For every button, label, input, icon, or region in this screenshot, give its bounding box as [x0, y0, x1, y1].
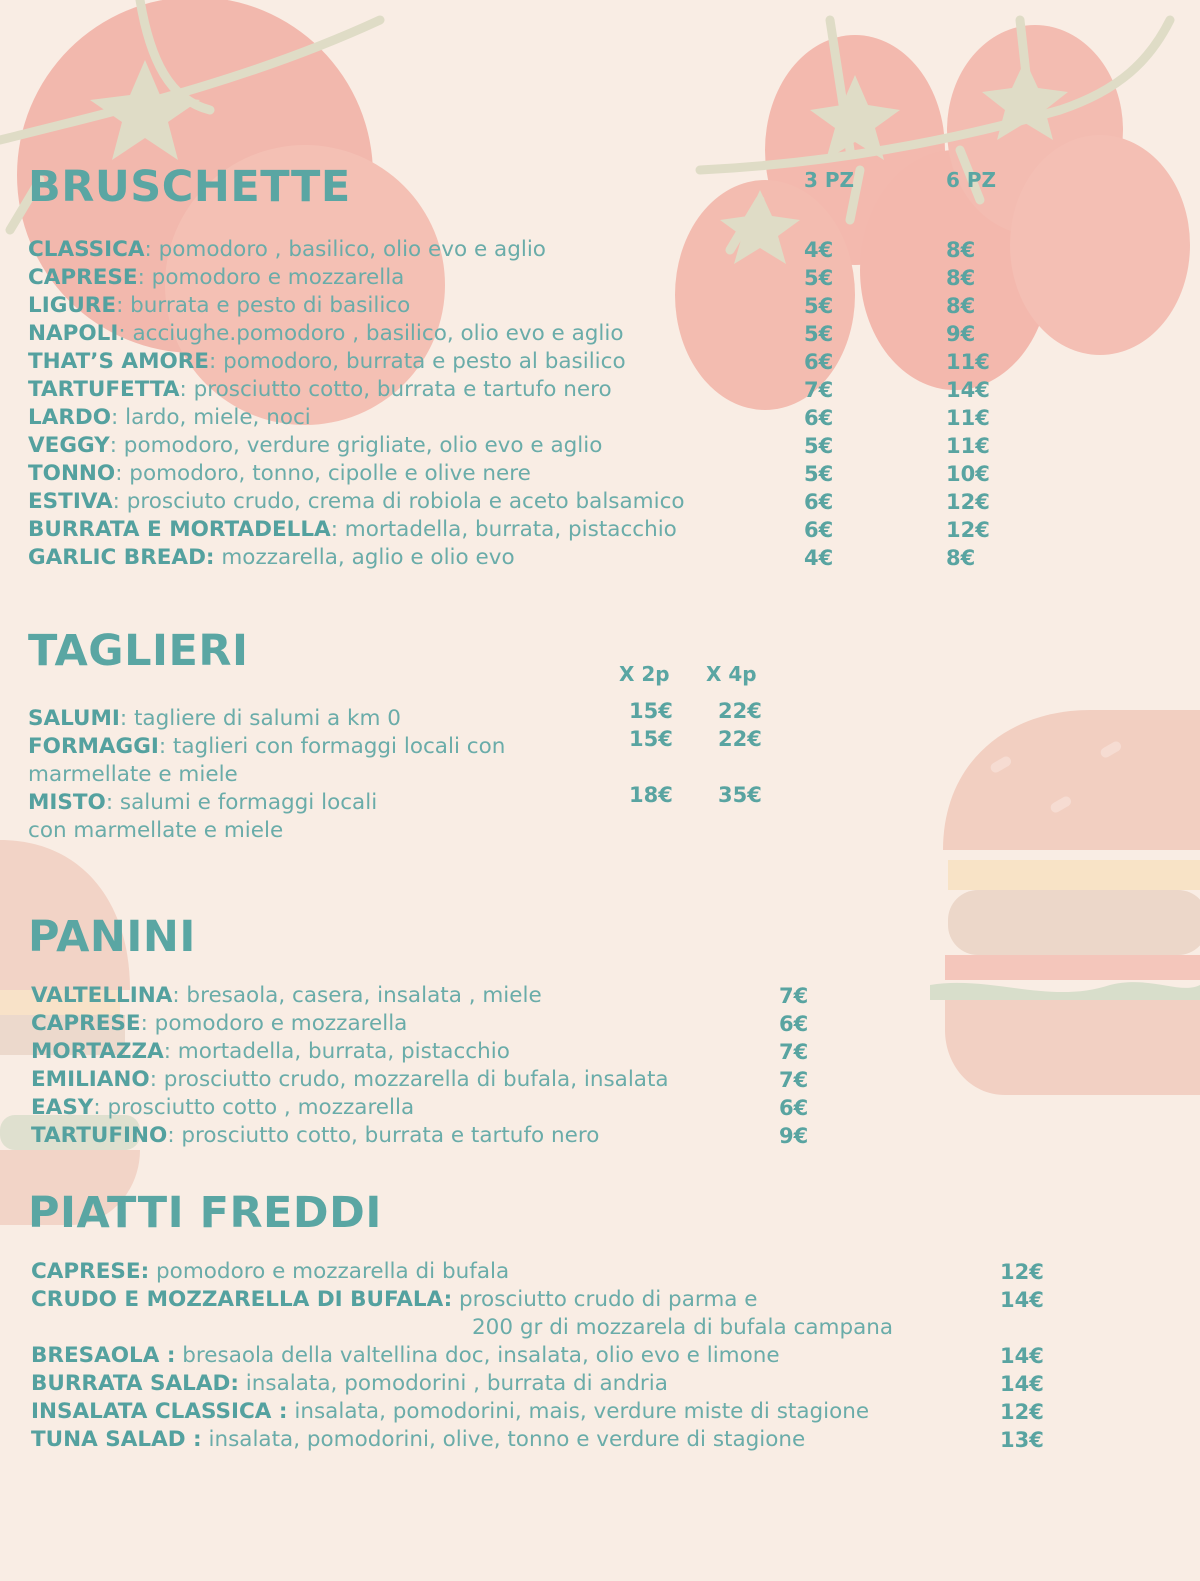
- menu-item-description: : bresaola, casera, insalata , miele: [172, 983, 542, 1008]
- price-3pz: 6€: [804, 406, 834, 430]
- menu-item-name: TARTUFINO: [31, 1123, 168, 1148]
- menu-item-name: MISTO: [28, 790, 106, 815]
- menu-item-description-continued: marmellate e miele: [28, 762, 238, 787]
- menu-item-row: [31, 1094, 414, 1122]
- menu-item-description: : taglieri con formaggi locali con: [158, 734, 506, 759]
- price: 14€: [1000, 1288, 1044, 1312]
- price-6pz: 8€: [946, 266, 976, 290]
- menu-item-row: [28, 460, 531, 488]
- column-header-x2p: X 2p: [619, 662, 670, 686]
- menu-item-name: CAPRESE:: [31, 1259, 150, 1284]
- menu-item-row: [31, 982, 542, 1010]
- price-3pz: 5€: [804, 294, 834, 318]
- menu-item-description: bresaola della valtellina doc, insalata, olio evo e limone: [175, 1343, 780, 1368]
- price: 6€: [779, 1096, 809, 1120]
- menu-item-description: : prosciutto crudo, mozzarella di bufala, insalata: [149, 1067, 669, 1092]
- menu-item-row: [28, 348, 626, 376]
- menu-item-name: FORMAGGI: [28, 734, 159, 759]
- menu-item-name: GARLIC BREAD:: [28, 545, 215, 570]
- price: 7€: [779, 1040, 809, 1064]
- menu-item-description: acciughe.pomodoro , basilico, olio evo e aglio: [125, 321, 624, 346]
- price: 6€: [779, 1012, 809, 1036]
- menu-item-description: prosciutto crudo di parma e: [452, 1287, 758, 1312]
- menu-item-name: TUNA SALAD :: [31, 1427, 202, 1452]
- price-x2p: 15€: [629, 727, 673, 751]
- menu-item-row: [31, 1370, 668, 1398]
- menu-item-description: pomodoro, burrata e pesto al basilico: [216, 349, 626, 374]
- menu-item-row: [28, 488, 685, 516]
- menu-item-description: pomodoro, verdure grigliate, olio evo e aglio: [116, 433, 603, 458]
- menu-item-row: [31, 1066, 669, 1094]
- price: 14€: [1000, 1344, 1044, 1368]
- menu-item-name: BRESAOLA :: [31, 1343, 176, 1368]
- menu-item-row: [31, 1258, 509, 1286]
- price-6pz: 11€: [946, 350, 990, 374]
- price: 9€: [779, 1124, 809, 1148]
- menu-item-separator: :: [109, 433, 117, 458]
- price-6pz: 9€: [946, 322, 976, 346]
- menu-item-description: insalata, pomodorini, olive, tonno e verdure di stagione: [201, 1427, 806, 1452]
- menu-item-name: INSALATA CLASSICA :: [31, 1399, 288, 1424]
- menu-item-description-continued: con marmellate e miele: [28, 818, 284, 843]
- price-3pz: 6€: [804, 490, 834, 514]
- price-6pz: 8€: [946, 294, 976, 318]
- menu-item-row: [28, 544, 515, 572]
- menu-item-name: ESTIVA: [28, 489, 113, 514]
- menu-item-description: insalata, pomodorini, mais, verdure miste di stagione: [287, 1399, 870, 1424]
- menu-item-separator: :: [330, 517, 338, 542]
- menu-item-row: [31, 1426, 805, 1454]
- column-header-3pz: 3 PZ: [804, 168, 855, 192]
- menu-item-name: TONNO: [28, 461, 116, 486]
- price-x4p: 22€: [718, 727, 762, 751]
- menu-item-description: : mortadella, burrata, pistacchio: [163, 1039, 510, 1064]
- price-3pz: 4€: [804, 238, 834, 262]
- price-3pz: 4€: [804, 546, 834, 570]
- menu-item-name: LIGURE: [28, 293, 117, 318]
- price: 12€: [1000, 1400, 1044, 1424]
- menu-item-name: CRUDO E MOZZARELLA DI BUFALA:: [31, 1287, 453, 1312]
- price-6pz: 8€: [946, 238, 976, 262]
- menu-item-row: [31, 1038, 510, 1066]
- menu-item-name: LARDO: [28, 405, 112, 430]
- menu-item-row: [28, 264, 404, 292]
- menu-item-name: VALTELLINA: [31, 983, 173, 1008]
- section-title-taglieri: TAGLIERI: [28, 626, 249, 676]
- menu-item-description: mozzarella, aglio e olio evo: [214, 545, 515, 570]
- price-3pz: 6€: [804, 518, 834, 542]
- price-3pz: 5€: [804, 434, 834, 458]
- price: 14€: [1000, 1372, 1044, 1396]
- menu-item-name: VEGGY: [28, 433, 110, 458]
- price: 12€: [1000, 1260, 1044, 1284]
- price-6pz: 8€: [946, 546, 976, 570]
- menu-item-description: : prosciutto cotto, burrata e tartufo nero: [167, 1123, 600, 1148]
- menu-item-row: [28, 789, 377, 817]
- menu-item-name: CAPRESE: [31, 1011, 141, 1036]
- menu-item-separator: :: [111, 405, 119, 430]
- menu-item-description-continued: 200 gr di mozzarela di bufala campana: [472, 1315, 894, 1340]
- menu-item-row: [28, 705, 401, 733]
- menu-item-row: [31, 1286, 758, 1314]
- price-6pz: 10€: [946, 462, 990, 486]
- menu-item-row: [28, 292, 410, 320]
- price-x4p: 35€: [718, 783, 762, 807]
- menu-item-description: : prosciutto cotto , mozzarella: [93, 1095, 415, 1120]
- column-header-6pz: 6 PZ: [946, 168, 997, 192]
- section-title-piatti-freddi: PIATTI FREDDI: [28, 1188, 382, 1238]
- menu-item-row: [28, 376, 612, 404]
- price-3pz: 5€: [804, 322, 834, 346]
- price: 7€: [779, 1068, 809, 1092]
- menu-item-row: [28, 432, 602, 460]
- menu-item-name: CAPRESE: [28, 265, 138, 290]
- menu-item-description: burrata e pesto di basilico: [123, 293, 411, 318]
- price-x2p: 15€: [629, 699, 673, 723]
- price-6pz: 11€: [946, 406, 990, 430]
- section-title-panini: PANINI: [28, 912, 196, 962]
- price-6pz: 12€: [946, 490, 990, 514]
- menu-item-row: [28, 404, 311, 432]
- menu-item-description: : tagliere di salumi a km 0: [119, 706, 401, 731]
- price-x4p: 22€: [718, 699, 762, 723]
- menu-item-description: pomodoro e mozzarella di bufala: [149, 1259, 510, 1284]
- menu-item-row: [28, 733, 505, 761]
- menu-item-separator: :: [118, 321, 126, 346]
- price-3pz: 5€: [804, 462, 834, 486]
- price-6pz: 14€: [946, 378, 990, 402]
- menu-item-description: pomodoro, tonno, cipolle e olive nere: [122, 461, 531, 486]
- menu-item-name: CLASSICA: [28, 237, 145, 262]
- price-x2p: 18€: [629, 783, 673, 807]
- section-title-bruschette: BRUSCHETTE: [28, 162, 351, 212]
- menu-item-row: [28, 320, 624, 348]
- menu-item-separator: :: [144, 237, 152, 262]
- menu-item-separator: :: [115, 461, 123, 486]
- price-3pz: 7€: [804, 378, 834, 402]
- menu-item-description: pomodoro e mozzarella: [144, 265, 405, 290]
- menu-item-description: mortadella, burrata, pistacchio: [337, 517, 677, 542]
- menu-item-name: TARTUFETTA: [28, 377, 180, 402]
- menu-item-row: [31, 1398, 869, 1426]
- menu-item-row: [28, 516, 677, 544]
- menu-item-description: pomodoro , basilico, olio evo e aglio: [151, 237, 546, 262]
- price: 7€: [779, 984, 809, 1008]
- menu-item-separator: :: [112, 489, 120, 514]
- menu-item-description: prosciuto crudo, crema di robiola e aceto balsamico: [119, 489, 685, 514]
- menu-item-name: BURRATA E MORTADELLA: [28, 517, 331, 542]
- menu-item-separator: :: [137, 265, 145, 290]
- menu-item-name: EASY: [31, 1095, 94, 1120]
- menu-item-name: THAT’S AMORE: [28, 349, 209, 374]
- menu-item-description: : pomodoro e mozzarella: [140, 1011, 408, 1036]
- menu-item-name: SALUMI: [28, 706, 120, 731]
- price-6pz: 11€: [946, 434, 990, 458]
- menu-item-name: MORTAZZA: [31, 1039, 164, 1064]
- menu-item-row: [31, 1010, 407, 1038]
- menu-item-row: [28, 236, 546, 264]
- menu-item-description: lardo, miele, noci: [118, 405, 311, 430]
- price-3pz: 6€: [804, 350, 834, 374]
- price-3pz: 5€: [804, 266, 834, 290]
- price: 13€: [1000, 1428, 1044, 1452]
- menu-item-name: NAPOLI: [28, 321, 119, 346]
- menu-item-name: EMILIANO: [31, 1067, 150, 1092]
- menu-item-separator: :: [209, 349, 217, 374]
- menu-item-description: : salumi e formaggi locali: [105, 790, 378, 815]
- menu-item-description: insalata, pomodorini , burrata di andria: [238, 1371, 668, 1396]
- menu-item-separator: :: [179, 377, 187, 402]
- menu-item-name: BURRATA SALAD:: [31, 1371, 239, 1396]
- column-header-x4p: X 4p: [706, 662, 757, 686]
- menu-item-separator: :: [116, 293, 124, 318]
- price-6pz: 12€: [946, 518, 990, 542]
- menu-item-row: [31, 1342, 780, 1370]
- menu-item-description: prosciutto cotto, burrata e tartufo nero: [186, 377, 612, 402]
- menu-item-row: [31, 1122, 599, 1150]
